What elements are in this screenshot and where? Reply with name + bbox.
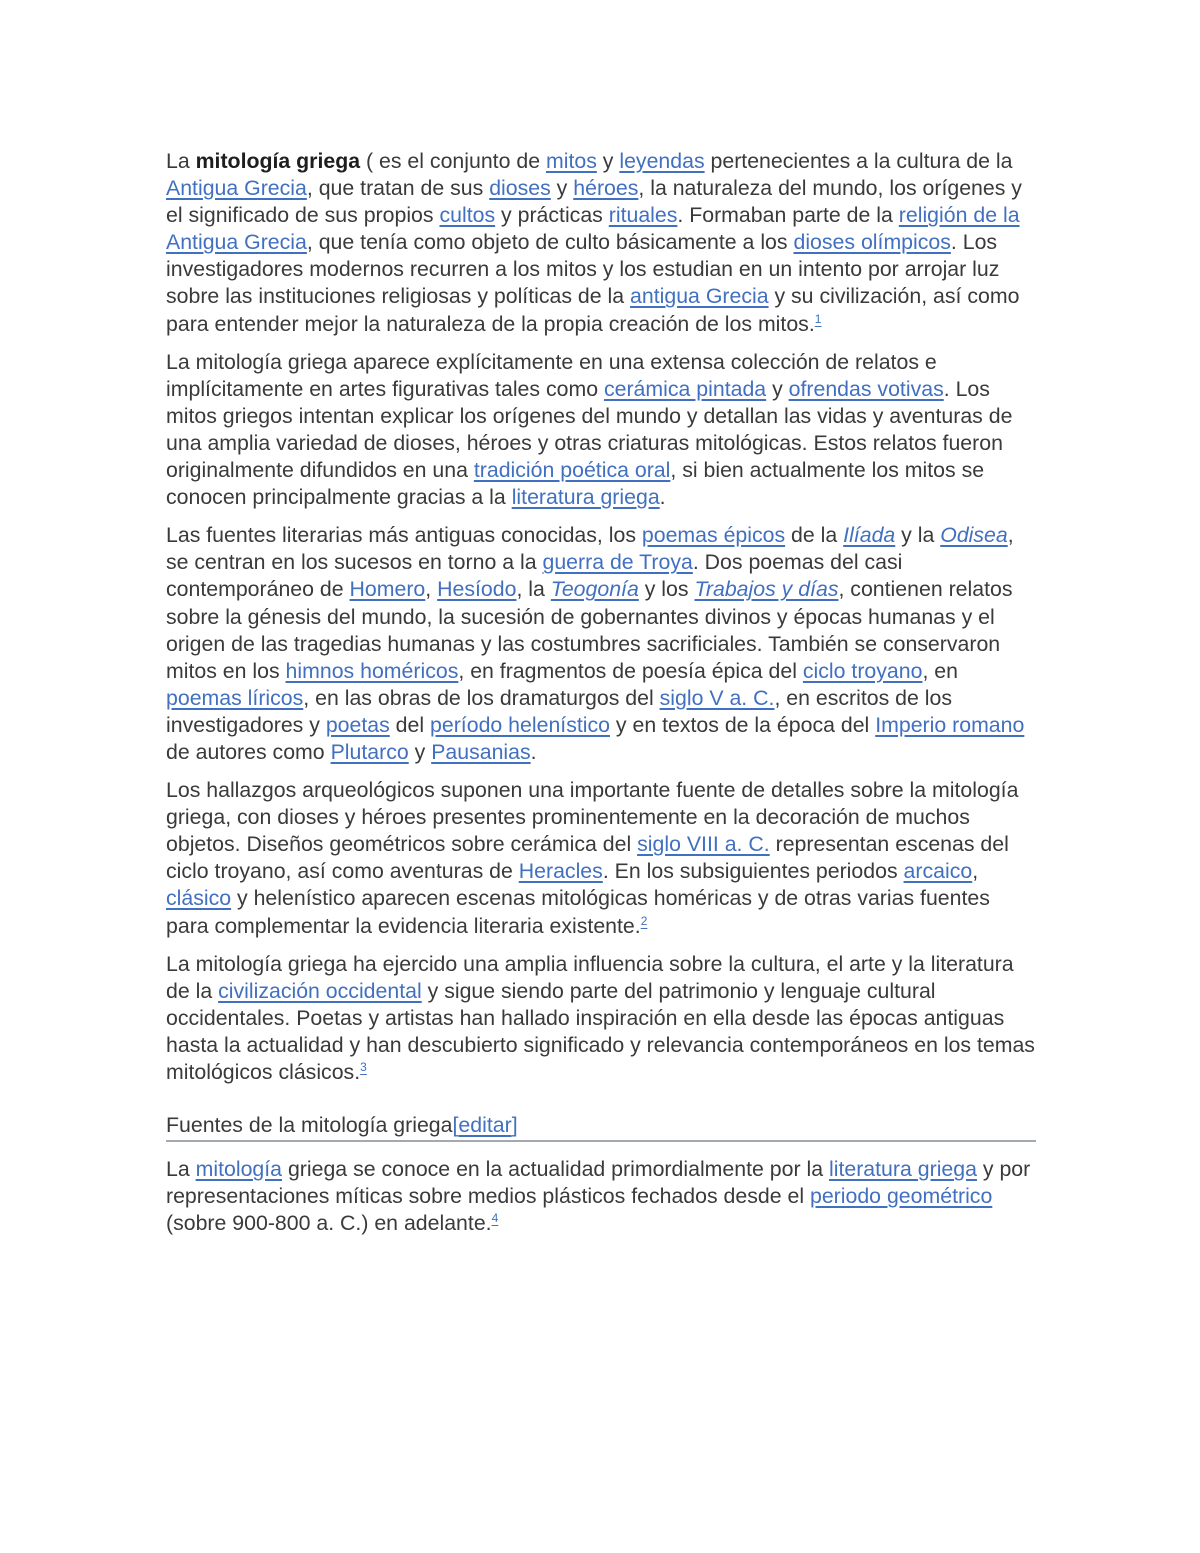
text: y (596, 149, 620, 173)
text: La mitología griega aparece explícitamente en una extensa colección de relatos e implícitamente en artes figurativas tales como (166, 349, 937, 401)
text: La mitología griega ha ejercido una amplia influencia sobre la cultura, el arte y la literatura de la (166, 951, 1014, 1003)
text: , contienen relatos sobre la génesis del mundo, la sucesión de gobernantes divinos y épocas humanas y el origen de las tragedias humanas y las costumbres sacrificiales. También se conservaron mitos en los (166, 577, 1013, 683)
edit-bracket-close: ] (511, 1113, 518, 1138)
edit-bracket-open: [ (452, 1113, 459, 1138)
link-periodo-geometrico[interactable]: periodo geométrico (809, 1184, 993, 1209)
link-himnos-homericos[interactable]: himnos homéricos (285, 658, 459, 683)
text: , (972, 859, 979, 884)
text: , que tenía como objeto de culto básicamente a los (306, 230, 794, 255)
text: y su civilización, así como para entender mejor la naturaleza de la propia creación de los mitos. (166, 284, 1020, 336)
link-poemas-liricos[interactable]: poemas líricos (166, 685, 304, 710)
text: , en (922, 658, 958, 683)
text: . (659, 485, 666, 510)
text: griega se conoce en la actualidad primordialmente por la (282, 1157, 829, 1182)
paragraph-2 (166, 349, 1036, 512)
text: . Dos poemas del casi contemporáneo de (166, 550, 903, 602)
text: , la naturaleza del mundo, los orígenes y el significado de sus propios (166, 176, 1022, 228)
text: . Formaban parte de la (677, 203, 899, 228)
link-siglo-v[interactable]: siglo V a. C. (659, 685, 775, 710)
text: y (766, 376, 789, 401)
text: , la (516, 577, 551, 602)
text: , si bien actualmente los mitos se conocen principalmente gracias a la (166, 458, 985, 510)
text: de la (785, 523, 844, 548)
link-leyendas[interactable]: leyendas (619, 149, 705, 173)
link-odisea[interactable]: Odisea (940, 523, 1008, 548)
link-heroes[interactable]: héroes (573, 176, 639, 201)
text: pertenecientes a la cultura de la (704, 149, 1013, 173)
paragraph-3 (166, 522, 1036, 766)
link-poetas[interactable]: poetas (325, 712, 390, 737)
text: , en las obras de los dramaturgos del (303, 685, 660, 710)
reference-note (641, 914, 648, 928)
link-trabajos-y-dias[interactable]: Trabajos y días (694, 577, 839, 602)
link-ofrendas-votivas[interactable]: ofrendas votivas (788, 376, 944, 401)
link-heracles[interactable]: Heracles (518, 859, 603, 884)
link-mitos[interactable]: mitos (545, 149, 597, 173)
reference-note (815, 312, 822, 326)
text: ( es el conjunto de (360, 149, 546, 173)
link-dioses[interactable]: dioses (489, 176, 551, 201)
link-clasico[interactable]: clásico (166, 886, 232, 911)
text: , en escritos de los investigadores y (166, 685, 953, 737)
paragraph-4 (166, 777, 1036, 940)
text: La (166, 1157, 196, 1182)
text: y en textos de la época del (610, 712, 876, 737)
text: y los (638, 577, 695, 602)
link-dioses-olimpicos[interactable]: dioses olímpicos (793, 230, 951, 255)
link-antigua-grecia-2[interactable]: antigua Grecia (630, 284, 769, 309)
link-tradicion-poetica-oral[interactable]: tradición poética oral (473, 458, 671, 483)
section-heading (166, 1112, 1036, 1142)
text: (sobre 900-800 a. C.) en adelante. (166, 1211, 492, 1236)
link-hesiodo[interactable]: Hesíodo (437, 577, 517, 602)
text: . Los mitos griegos intentan explicar los orígenes del mundo y detallan las vidas y aventuras de una amplia variedad de dioses, héroes y otras criaturas mitológicas. Estos relatos fueron originalmente difundidos en una (166, 376, 1013, 483)
reference-link-3[interactable]: 3 (360, 1060, 367, 1074)
article-body (166, 148, 1036, 1248)
link-literatura-griega[interactable]: literatura griega (511, 485, 660, 510)
link-religion-antigua-grecia[interactable]: religión de la Antigua Grecia (166, 203, 1020, 255)
link-ceramica-pintada[interactable]: cerámica pintada (603, 376, 767, 401)
text: y prácticas (495, 203, 609, 228)
text: , (425, 577, 438, 602)
reference-note (492, 1211, 499, 1225)
text: Las fuentes literarias más antiguas conocidas, los (166, 523, 642, 548)
link-iliada[interactable]: Ilíada (843, 523, 896, 548)
text: y (408, 739, 432, 764)
link-plutarco[interactable]: Plutarco (330, 739, 409, 764)
text: del (389, 712, 431, 737)
text: de autores como (166, 739, 331, 764)
paragraph-6 (166, 1156, 1036, 1237)
text: Los hallazgos arqueológicos suponen una importante fuente de detalles sobre la mitología griega, con dioses y héroes presentes prominentemente en la decoración de muchos objetos. Diseños geométricos sobre cerámica del (166, 778, 1019, 857)
text: y helenístico aparecen escenas mitológicas homéricas y de otras varias fuentes para complementar la evidencia literaria existente. (166, 886, 990, 938)
link-imperio-romano[interactable]: Imperio romano (875, 712, 1025, 737)
article-subject-bold: mitología griega (195, 149, 361, 173)
text: La (166, 149, 196, 173)
reference-link-1[interactable]: 1 (814, 311, 822, 326)
text: , que tratan de sus (306, 176, 490, 201)
paragraph-5 (166, 951, 1036, 1086)
text: y por representaciones míticas sobre medios plásticos fechados desde el (166, 1157, 1031, 1209)
text: y (550, 176, 574, 201)
link-guerra-de-troya[interactable]: guerra de Troya (542, 550, 693, 575)
edit-section-link[interactable] (453, 1113, 518, 1137)
reference-link-2[interactable]: 2 (640, 913, 648, 928)
link-rituales[interactable]: rituales (608, 203, 678, 228)
link-civilizacion-occidental[interactable]: civilización occidental (218, 978, 422, 1003)
link-ciclo-troyano[interactable]: ciclo troyano (802, 658, 923, 683)
text: representan escenas del ciclo troyano, así como aventuras de (166, 832, 1009, 884)
link-arcaico[interactable]: arcaico (903, 859, 973, 884)
link-poemas-epicos[interactable]: poemas épicos (641, 523, 786, 548)
link-siglo-viii[interactable]: siglo VIII a. C. (637, 832, 770, 857)
text: , se centran en los sucesos en torno a la (166, 523, 1014, 575)
text: . En los subsiguientes periodos (602, 859, 904, 884)
link-periodo-helenistico[interactable]: período helenístico (430, 712, 610, 737)
link-pausanias[interactable]: Pausanias (431, 739, 531, 764)
reference-note (360, 1060, 367, 1074)
text: . (530, 739, 537, 764)
link-literatura-griega-2[interactable]: literatura griega (828, 1157, 977, 1182)
edit-label: editar (458, 1113, 512, 1138)
link-homero[interactable]: Homero (349, 577, 426, 602)
text: . Los investigadores modernos recurren a los mitos y los estudian en un intento por arrojar luz sobre las instituciones religiosas y políticas de la (166, 230, 1000, 309)
text: y sigue siendo parte del patrimonio y lenguaje cultural occidentales. Poetas y artistas han hallado inspiración en ella desde las épocas antiguas hasta la actualidad y han descubierto significado y relevancia contemporáneos en los temas mitológicos clásicos. (166, 978, 1035, 1084)
link-teogonia[interactable]: Teogonía (550, 577, 639, 602)
text: y la (895, 523, 941, 548)
intro-paragraph (166, 148, 1036, 338)
link-cultos[interactable]: cultos (439, 203, 496, 228)
text: , en fragmentos de poesía épica del (458, 658, 803, 683)
reference-link-4[interactable]: 4 (491, 1211, 499, 1226)
link-antigua-grecia[interactable]: Antigua Grecia (166, 176, 307, 201)
section-title: Fuentes de la mitología griega (166, 1113, 453, 1138)
link-mitologia[interactable]: mitología (195, 1157, 283, 1182)
